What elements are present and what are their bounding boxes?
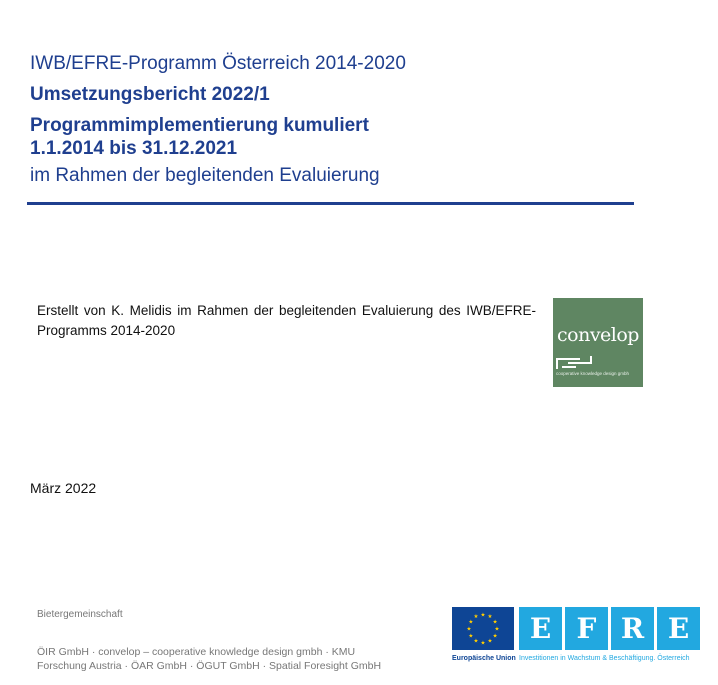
eu-star-icon: ★ (487, 614, 493, 621)
eu-star-icon: ★ (468, 633, 474, 640)
eu-flag-icon (452, 607, 514, 650)
report-context: im Rahmen der begleitenden Evaluierung (30, 165, 380, 186)
eu-star-icon: ★ (480, 640, 486, 647)
report-subject (30, 114, 369, 160)
eu-star-icon: ★ (473, 638, 479, 645)
eu-star-icon: ★ (466, 626, 472, 633)
efre-letter-e2: E (657, 607, 700, 650)
publication-date: März 2022 (30, 480, 97, 496)
eu-star-icon: ★ (492, 633, 498, 640)
eu-label: Europäische Union (452, 655, 516, 662)
eu-star-icon: ★ (473, 614, 479, 621)
efre-letter-f: F (565, 607, 608, 650)
partner-line-1: ÖIR GmbH · convelop – cooperative knowledge design gmbh · KMU (37, 646, 356, 658)
subject-line-2: 1.1.2014 bis 31.12.2021 (30, 138, 238, 159)
eu-star-icon: ★ (468, 619, 474, 626)
efre-slogan: Investitionen in Wachstum & Beschäftigung. Österreich (519, 655, 690, 662)
eu-star-icon: ★ (487, 638, 493, 645)
eu-star-icon: ★ (492, 619, 498, 626)
logo-mark-icon (556, 356, 594, 370)
logo-wordmark: convelop (557, 324, 639, 346)
subject-line-1: Programmimplementierung kumuliert (30, 115, 369, 136)
convelop-logo (553, 298, 643, 387)
program-title: IWB/EFRE-Programm Österreich 2014-2020 (30, 53, 406, 74)
efre-letter-r: R (611, 607, 654, 650)
logo-tagline: cooperative knowledge design gmbh (556, 371, 630, 376)
bietergemeinschaft-label: Bietergemeinschaft (37, 609, 123, 620)
eu-star-icon: ★ (480, 612, 486, 619)
eu-star-icon: ★ (494, 626, 500, 633)
efre-letter-e1: E (519, 607, 562, 650)
partner-list (37, 645, 381, 673)
report-title: Umsetzungsbericht 2022/1 (30, 84, 270, 105)
partner-line-2: Forschung Austria · ÖAR GmbH · ÖGUT GmbH · Spatial Foresight GmbH (37, 660, 382, 672)
title-divider (27, 202, 634, 205)
author-statement: Erstellt von K. Melidis im Rahmen der begleitenden Evaluierung des IWB/EFRE-Programms 2014-2020 (37, 303, 536, 338)
